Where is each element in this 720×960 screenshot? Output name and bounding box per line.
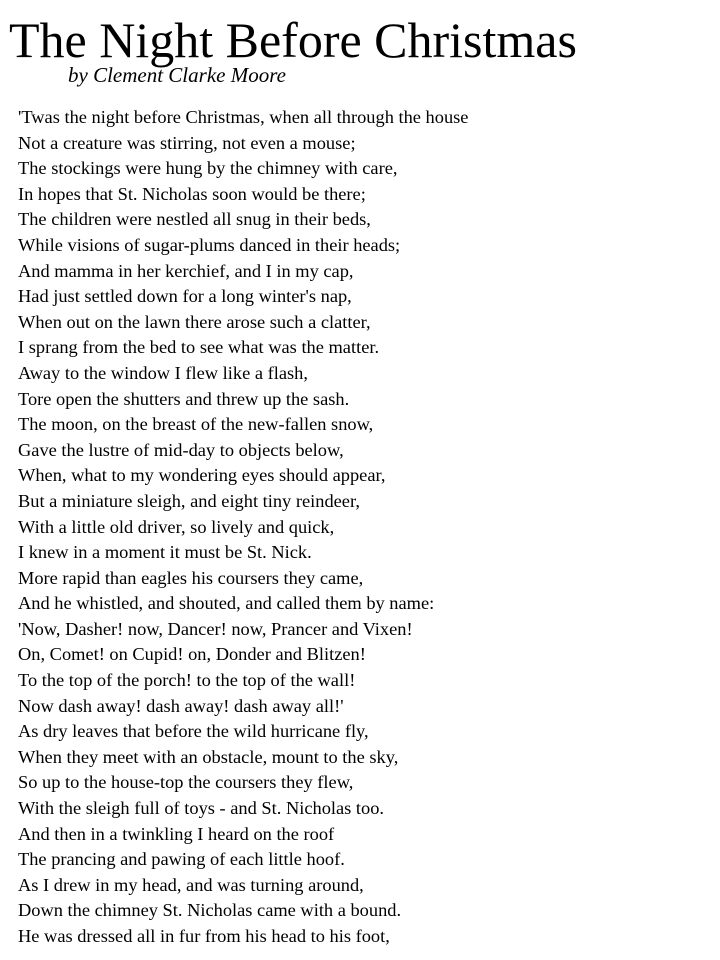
poem-line: With a little old driver, so lively and quick, [18, 516, 335, 537]
poem-line: Down the chimney St. Nicholas came with a bound. [18, 900, 402, 921]
author-byline: by Clement Clarke Moore [68, 63, 286, 87]
poem-line: And he whistled, and shouted, and called them by name: [18, 593, 435, 614]
poem-line: The children were nestled all snug in their beds, [18, 209, 371, 230]
poem-line: As I drew in my head, and was turning around, [18, 874, 364, 895]
poem-line: I sprang from the bed to see what was the matter. [18, 337, 380, 358]
poem-line: 'Twas the night before Christmas, when all through the house [18, 107, 469, 127]
poem-line: Tore open the shutters and threw up the sash. [18, 388, 350, 409]
poem-line: When they meet with an obstacle, mount to the sky, [18, 746, 399, 767]
poem-line: With the sleigh full of toys - and St. Nicholas too. [18, 798, 385, 819]
poem-line: Now dash away! dash away! dash away all!' [18, 695, 344, 716]
poem-line: In hopes that St. Nicholas soon would be there; [18, 183, 366, 204]
poem-line: More rapid than eagles his coursers they came, [18, 567, 364, 588]
poem-line: When, what to my wondering eyes should appear, [18, 465, 386, 486]
poem-line: Away to the window I flew like a flash, [18, 362, 308, 383]
poem-line: 'Now, Dasher! now, Dancer! now, Prancer and Vixen! [18, 618, 413, 639]
page-title: The Night Before Christmas [9, 12, 577, 68]
poem-line: So up to the house-top the coursers they flew, [18, 772, 354, 793]
poem-line: But a miniature sleigh, and eight tiny reindeer, [18, 490, 360, 511]
poem-line: While visions of sugar-plums danced in their heads; [18, 234, 401, 255]
poem-line: Gave the lustre of mid-day to objects below, [18, 439, 344, 460]
poem-line: I knew in a moment it must be St. Nick. [18, 542, 312, 563]
poem-line: As dry leaves that before the wild hurricane fly, [18, 721, 369, 742]
poem-line: On, Comet! on Cupid! on, Donder and Blitzen! [18, 644, 366, 665]
poem-line: Had just settled down for a long winter's nap, [18, 286, 352, 307]
poem-line: And then in a twinkling I heard on the roof [18, 823, 335, 844]
poem-body [18, 105, 468, 950]
poem-line: The moon, on the breast of the new-fallen snow, [18, 414, 374, 435]
poem-line: To the top of the porch! to the top of the wall! [18, 670, 356, 691]
poem-line: He was dressed all in fur from his head to his foot, [18, 926, 390, 946]
poem-line: The stockings were hung by the chimney with care, [18, 158, 398, 179]
poem-line: The prancing and pawing of each little hoof. [18, 849, 345, 870]
poem-line: And mamma in her kerchief, and I in my cap, [18, 260, 354, 281]
poem-line: Not a creature was stirring, not even a mouse; [18, 132, 356, 153]
poem-line: When out on the lawn there arose such a clatter, [18, 311, 371, 332]
